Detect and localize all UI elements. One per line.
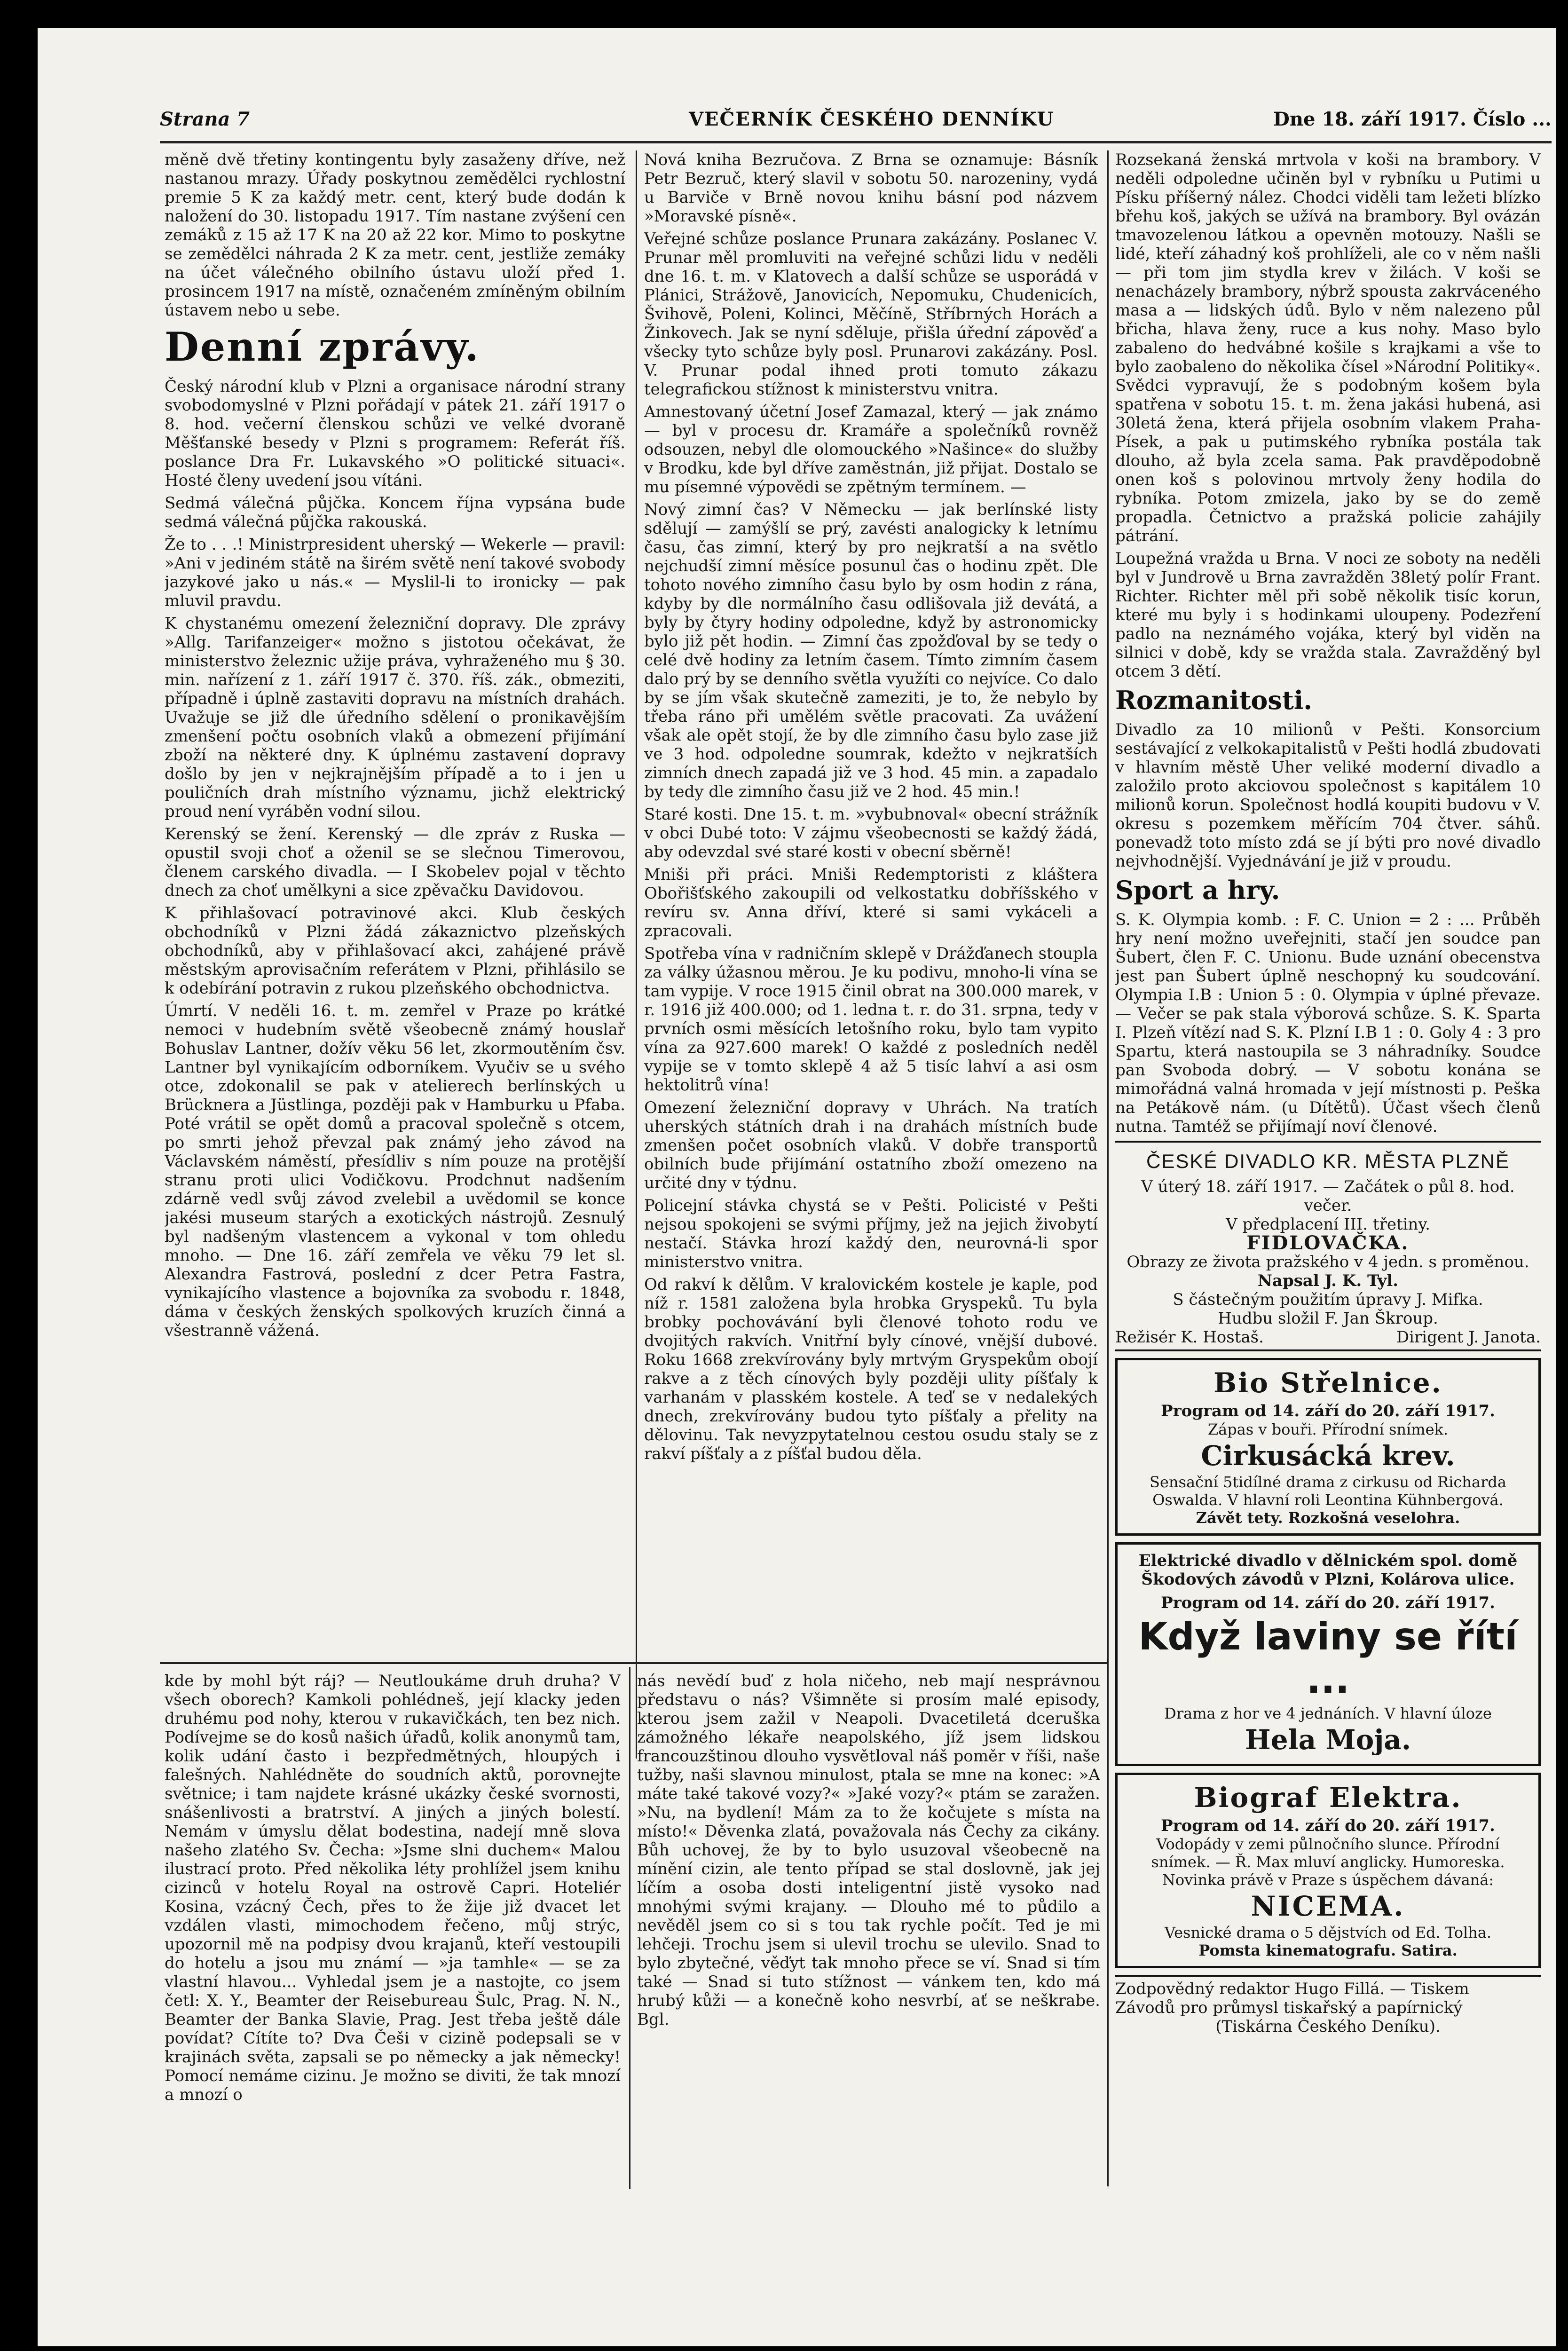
ad-feature-title: Cirkusácká krev. (1201, 1440, 1455, 1472)
sport-text: S. K. Olympia komb. : F. C. Union = 2 : ... Průběh hry není možno uveřejniti, stačí jen soudce pan Šubert, člen F. C. Unionu. Bude uznání obecenstva jest pan Šubert úplně neschopný ku soudcování. Olympia I.B : Union 5 : 0. Olympia v úplné převaze. — Večer se pak stala výborová schůze. S. K. Sparta I. Plzeň vítězí nad S. K. Plzní I.B 1 : 0. Goly 4 : 3 pro Spartu, která nastoupila se 3 náhradníky. Soudce pan Svoboda dobrý. — V sobotu konána se mimořádná valná hromada v její místnosti p. Peška na Petákově nám. (u Dítětů). Účast všech členů nutna. Tamtéž se přijímají noví členové. (1115, 910, 1541, 1136)
news-item: Loupežná vražda u Brna. V noci ze soboty na neděli byl v Jundrově u Brna zavražděn 38letý polír Frant. Richter. Richter měl při sobě několik tisíc korun, které mu byly i s hodinkami uloupeny. Podezření padlo na neznámého vojáka, který byl viděn na silnici v době, kdy se vražda stala. Zavražděný byl otcem 3 dětí. (1115, 549, 1541, 681)
theater-credits (1115, 1328, 1541, 1347)
news-item: Veřejné schůze poslance Prunara zakázány. Poslanec V. Prunar měl promluviti na veřejné schůzi lidu v neděli dne 16. t. m. v Klatovech a další schůze se usporádá v Plánici, Strážově, Janovicích, Nepomuku, Chudenicích, Švihově, Poleni, Kolinci, Měčíně, Stříbrných Horách a Žinkovech. Jak se nyní sděluje, přišla úřední zápověď a všecky tyto schůze byly posl. Prunarovi zakázány. Posl. V. Prunar podal ihned proti tomuto zákazu telegrafickou stížnost k ministerstvu vnitra. (644, 229, 1098, 399)
theater-line: V úterý 18. září 1917. — Začátek o půl 8. hod. večer. (1141, 1177, 1515, 1215)
column-rule-2 (1107, 150, 1109, 2186)
ad-header: Elektrické divadlo v dělnickém spol. domě Škodových závodů v Plzni, Kolárova ulice. (1138, 1551, 1518, 1589)
ad-line: Vodopády v zemi půlnočního slunce. Přírodní snímek. — Ř. Max mluví anglicky. Humoreska. Novinka právě v Praze s úspěchem dávaná: (1151, 1835, 1505, 1889)
imprint-line: (Tiskárna Českého Deníku). (1215, 2017, 1441, 2036)
ad-title: Bio Střelnice. (1213, 1367, 1442, 1399)
theater-line: Napsal J. K. Tyl. (1257, 1271, 1399, 1290)
intro-paragraph: měně dvě třetiny kontingentu byly zasaženy dříve, než nastanou mrazy. Úřady poskytnou zemědělci rychlostní premie 5 K za každý metr. cent, který bude dodán k naložení do 30. listopadu 1917. Tím nastane zvýšení cen zemáků z 15 až 17 K na 20 až 22 kor. Mimo to poskytne se zemědělci náhrada 2 K za metr. cent, jestliže zemáky na účet válečného obilního ústavu uloží před 1. prosincem 1917 na místě, označeném zmíněným obilním ústavem nebo u sebe. (165, 150, 625, 320)
ad-line: Sensační 5tidílné drama z cirkusu od Richarda Oswalda. V hlavní roli Leontina Kühnbergová. (1150, 1473, 1506, 1509)
ad-feature-title: Když laviny se řítí ... (1138, 1615, 1518, 1702)
play-title: FIDLOVAČKA. (1246, 1232, 1410, 1254)
imprint-line: Zodpovědný redaktor Hugo Fillá. — Tiskem (1115, 1980, 1469, 1998)
news-item: Nová kniha Bezručova. Z Brna se oznamuje: Básník Petr Bezruč, který slavil v sobotu 50. narozeniny, vydá u Barviče v Brně novou knihu básní pod názvem »Moravské písně«. (644, 150, 1098, 226)
imprint-line: Závodů pro průmysl tiskařský a papírnický (1115, 1998, 1463, 2017)
imprint (1115, 1975, 1541, 2036)
news-item: Úmrtí. V neděli 16. t. m. zemřel v Praze po krátké nemoci v hudebním světě všeobecně známý houslař Bohuslav Lantner, dožív věku 56 let, zkormoutěním čsv. Lantner byl vynikajícím odborníkem. Vyučiv se u svého otce, zdokonalil se pak v atelierech berlínských u Brücknera a Jüstlinga, později pak v Hamburku u Pfaba. Poté vrátil se opět domů a pracoval společně s otcem, po smrti jehož převzal pak známý jeho závod na Václavském náměstí, přesídliv s ním pouze na protější stranu proti ulici Vodičkovu. Prodchnut nadšením zdárně vedl svůj závod zvelebil a uvědomil se konce jakési museum starých a exotických nástrojů. Zesnulý byl nadšeným vlastencem a vykonal v tom ohledu mnoho. — Dne 16. září zemřela ve věku 79 let sl. Alexandra Fastrová, poslední z dcer Petra Fastra, vynikajícího vlastence a bojovníka za svobodu r. 1848, dáma v českých ženských spolkových kruzích činná a všestranně vážená. (165, 1002, 625, 1340)
column-rule-1 (636, 150, 637, 1759)
ad-biograf-elektra (1115, 1773, 1541, 1968)
ad-line: Pomsta kinematografu. Satira. (1198, 1941, 1458, 1959)
news-item: K chystanému omezení železniční dopravy. Dle zprávy »Allg. Tarifanzeiger« možno s jistotou očekávat, že ministerstvo železnic užije práva, vyhraženého mu § 30. min. nařízení z 1. září 1917 č. 370. říš. zák., obmeziti, případně i úplně zastaviti dopravu na místních drahách. Uvažuje se již dle úředního sdělení o pronikavějším zmenšení počtu osobních vlaků a obmezení přijímání zboží na některé dny. K úplnému zastavení dopravy došlo by jen v nejkrajnějším případě a to i jen u pouličních drah místního významu, jichž elektrický proud není vyráběn vodní silou. (165, 614, 625, 821)
theater-line: Obrazy ze života pražského v 4 jedn. s proměnou. (1127, 1253, 1529, 1271)
masthead (160, 108, 1552, 136)
theater-header: ČESKÉ DIVADLO KR. MĚSTA PLZNĚ (1146, 1150, 1510, 1172)
ad-program: Program od 14. září do 20. září 1917. (1161, 1816, 1495, 1835)
rozmanitosti-text: Divadlo za 10 milionů v Pešti. Konsorcium sestávající z velkokapitalistů v Pešti hodlá zbudovati v hlavním městě Uher veliké moderní divadlo a založilo proto akciovou společnost s kapitálem 10 milionů korun. Společnost hodlá koupiti budovu v V. okresu s pozemkem měřícím 704 čtver. sáhů. ponevadž toto místo zdá se jí býti pro nové divadlo nejvhodnější. Vyjednávání je již v proudu. (1115, 720, 1541, 871)
news-item: Český národní klub v Plzni a organisace národní strany svobodomyslné v Plzni pořádají v pátek 21. září 1917 o 8. hod. večerní členskou schůzi ve velké dvoraně Měšťanské besedy v Plzni s programem: Referát říš. poslance Dra Fr. Lukavského »O politické situaci«. Hosté členy uvedení jsou vítáni. (165, 377, 625, 490)
theater-line: V předplacení III. třetiny. (1226, 1215, 1430, 1234)
ad-line: Vesnické drama o 5 dějstvích od Ed. Tolha. (1164, 1924, 1492, 1941)
column-1 (165, 150, 625, 1655)
news-item: Sedmá válečná půjčka. Koncem října vypsána bude sedmá válečná půjčka rakouská. (165, 494, 625, 531)
ad-program: Program od 14. září do 20. září 1917. (1161, 1594, 1495, 1612)
ad-line: Zápas v bouři. Přírodní snímek. (1207, 1420, 1449, 1438)
news-item: Nový zimní čas? V Německu — jak berlínské listy sdělují — zamýšlí se prý, zavésti analogicky k letnímu času, čas zimní, který by pro nejkratší a na světlo nejchudší zimní měsíce posunul čas o hodinu zpět. Dle tohoto nového zimního času bylo by osm hodin z rána, kdyby by dle normálního času odlišovala již devátá, a byly by čtyry hodiny odpoledne, když by astronomicky bylo již pět hodin. — Zimní čas zpožďoval by se tedy o celé dvě hodiny za letním časem. Tímto zimním časem dalo prý by se denního světla využíti co nejvíce. Co dalo by se jím však skutečně zameziti, je to, že nebylo by třeba ráno při umělém světle pracovati. Za uvážení však ale opět stojí, že by dle zimního času bylo zase již ve 3 hod. odpoledne soumrak, kdežto v nejkratších zimních dnech zapadá již ve 3 hod. 45 min. a zapadalo by tedy dle zimního času již ve 2 hod. 45 min.! (644, 500, 1098, 801)
date-label (1273, 108, 1552, 130)
ad-star: Hela Moja. (1245, 1724, 1411, 1756)
column-rule-bottom (629, 1667, 630, 2189)
news-item: Policejní stávka chystá se v Pešti. Policisté v Pešti nejsou spokojeni se svými příjmy, jež na jejich živobytí nestačí. Stávka hrozí každý den, neurovná-li spor ministerstvo vnitra. (644, 1196, 1098, 1271)
theater-notice (1115, 1141, 1541, 1351)
ad-line: Závět tety. Rozkošná veselohra. (1196, 1509, 1460, 1527)
news-item: Staré kosti. Dne 15. t. m. »vybubnoval« obecní strážník v obci Dubé toto: V zájmu všeobecnosti se každý žádá, aby odevzdal své staré kosti v obecní sběrně! (644, 805, 1098, 861)
bottom-column-2 (637, 1672, 1100, 2189)
section-title-rozmanitosti: Rozmanitosti. (1115, 685, 1313, 715)
bottom-column-1 (165, 1672, 621, 2189)
news-item: Od rakví k dělům. V kralovickém kostele je kaple, pod níž r. 1581 založena byla hrobka Gryspeků. Tu byla brobky pochovávání byli členové tohoto rodu ve dvojitých rakvích. Vnitřní byly cínové, vnější dubové. Roku 1668 zrekvírovány byly mrtvým Gryspekům obojí rakve a z těch cínových byly později ulity píšťaly k varhanám v plasském kostele. A teď se v nedalekých dnech, zrekvírovány budou tyto píšťaly a přelity na dělovinu. Tak nevyzpytatelnou cestou osudu staly se z rakví píšťaly a z píšťal budou děla. (644, 1275, 1098, 1463)
theater-line: Hudbu složil F. Jan Škroup. (1218, 1309, 1438, 1328)
paper-name: VEČERNÍK ČESKÉHO DENNÍKU (689, 108, 1055, 130)
bottom-section-rule (160, 1662, 1107, 1664)
news-item: Omezení železniční dopravy v Uhrách. Na tratích uherských státních drah i na drahách místních bude zmenšen počet osobních vlaků. V dobře transportů obilních bude přijímání ostatního zboží omezeno na určité dny v týdnu. (644, 1098, 1098, 1192)
news-item: Spotřeba vína v radničním sklepě v Drážďanech stoupla za války úžasnou měrou. Je ku podivu, mnoho-li vína se tam vypije. V roce 1915 činil obrat na 300.000 marek, v r. 1916 již 400.000; od 1. ledna t. r. do 31. srpna, tedy v prvních osmi měsících letošního roku, bylo tam vypito vína za 927.600 marek! O každé z posledních neděl vypije se v tomto sklepě 4 až 5 tisíc lahví a asi osm hektolitrů vína! (644, 944, 1098, 1095)
ad-program: Program od 14. září do 20. září 1917. (1161, 1402, 1495, 1420)
director: Režisér K. Hostaš. (1115, 1328, 1264, 1347)
news-item: Amnestovaný účetní Josef Zamazal, který — jak známo — byl v procesu dr. Kramáře a společníků rovněž odsouzen, nebyl dle olomouckého »Našince« do služby v Brodku, kde byl dříve zaměstnán, již přijat. Dostalo se mu písemné výpovědi se zpětným termínem. — (644, 402, 1098, 497)
news-item: K přihlašovací potravinové akci. Klub českých obchodníků v Plzni žádá zákaznictvo plzeňských obchodníků, aby v přihlašovací akci, zahájené právě městským aprovisačním referátem v Plzni, přihlásilo se k odebírání potravin z rukou plzeňského obchodnictva. (165, 904, 625, 998)
page-label: Strana 7 (160, 108, 250, 130)
ad-bio-strelnice (1115, 1358, 1541, 1536)
date-text: Dne 18. září 1917. (1273, 108, 1466, 130)
theater-line: S částečným použitím úpravy J. Mifka. (1173, 1290, 1483, 1309)
masthead-rule (160, 141, 1552, 143)
section-title-sport: Sport a hry. (1115, 875, 1280, 905)
issue-label: Číslo ... (1473, 108, 1552, 130)
news-item: Rozsekaná ženská mrtvola v koši na brambory. V neděli odpoledne učiněn byl v rybníku u Putimi u Písku příšerný nález. Chodci viděli tam ležeti blízko břehu koš, jakých se užívá na brambory. Byl ovázán tmavozelenou látkou a opevněn motouzy. Našli se lidé, kteří záhadný koš prohlíželi, ale co v něm našli — při tom jim stydla krev v žilách. V koši se nenacházely brambory, nýbrž spousta zakrváceného masa a — lidských údů. Bylo v něm nalezeno půl břicha, hlava ženy, ruce a kus nohy. Maso bylo zabaleno do hedvábné košile s krajkami a vše to bylo zaobaleno do několika čísel »Národní Politiky«. Svědci vypravují, že s podobným košem byla spatřena v sobotu 15. t. m. žena jakási hubená, asi 30letá žena, která přijela osobním vlakem Praha-Písek, a pak u putimského rybníka postála tak dlouho, až byla zcela sama. Pak pravděpodobně onen koš s polovinou mrtvoly ženy hodila do rybníka. Potom zmizela, jako by se do země propadla. Četnictvo a pražská policie zahájily pátrání. (1115, 150, 1541, 545)
conductor: Dirigent J. Janota. (1396, 1328, 1541, 1347)
ad-feature-title: NICEMA. (1251, 1890, 1405, 1922)
column-2 (644, 150, 1098, 1655)
feuilleton-text: kde by mohl být ráj? — Neutloukáme druh druha? V všech oborech? Kamkoli pohlédneš, její klacky jeden druhému pod nohy, kterou v rukavičkách, ten bez nich. Podívejme se do kosů našich úřadů, kolik anonymů tam, kolik udání často i bezpředmětných, hloupých i falešných. Nahlédněte do soudních aktů, porovnejte světnice; i tam najdete krásné ukázky české svornosti, snášenlivosti a bratrství. A jiných a jiných bolestí. Nemám v úmyslu dělat bodestina, nadejí mně slova našeho zlatého Sv. Čecha: »Jsme slni duchem« Malou ilustrací proto. Před několika léty prohlížel jsem knihu cizinců v hotelu Royal na ostrově Capri. Hoteliér Kosina, vzácný Čech, přes to že žije již dvacet let vzdálen vlasti, mimochodem řečeno, můj strýc, upozornil mě na podpisy dvou krajanů, kteří vestoupili do hotelu a jsou mu známí — »ja tamhle« — se za vlastní hlavou... Vyhledal jsem je a nastojte, co jsem četl: X. Y., Beamter der Reisebureau Šulc, Prag. N. N., Beamter der Banka Slavie, Prag. Jest třeba ještě dále povídat? Cítíte to? Dva Češi v cizině podepsali se v krajinách světa, zapsali se po německy a jak německy! Pomocí nemáme cizinu. Je možno se diviti, že tak mnozí a mnozí o (165, 1672, 621, 2104)
ad-line: Drama z hor ve 4 jednáních. V hlavní úloze (1164, 1704, 1492, 1722)
section-title-denni-zpravy: Denní zprávy. (165, 323, 480, 370)
ad-elektricke-divadlo (1115, 1542, 1541, 1766)
news-item: Že to . . .! Ministrpresident uherský — Wekerle — pravil: »Ani v jediném státě na širém světě není takové svobody jazykové jako u nás.« — Myslil-li to ironicky — pak mluvil pravdu. (165, 535, 625, 610)
feuilleton-text: nás nevědí buď z hola ničeho, neb mají nesprávnou představu o nás? Všimněte si prosím malé episody, kterou jsem zažil v Neapoli. Dvacetiletá dceruška zámožného lékaře neapolského, jíž jsem lidskou francouzštinou dlouho vysvětloval náš poměr v říši, naše tužby, naši slavnou minulost, ptala se mne na konec: »A máte také takové vozy?« »Jaké vozy?« ptám se zaražen. »Nu, na bydlení! Mám za to že kočujete s místa na místo!« Děvenka zlatá, považovala nás Čechy za cikány. Bůh uchovej, že by to bylo usuzoval všeobecně na mínění cizin, ale tento případ se stal doslovně, jak jej líčím a osoba dosti inteligentní jistě vysoko nad mnohými svými krajany. — Dlouho mé to půdilo a nevěděl jsem co si s tou tak rychle počít. Ted je mi lehčeji. Trochu jsem si ulevil trochu se ulevilo. Snad to bylo zbytečné, věďyt tak mnoho přece se ví. Snad si tím také — Snad si tuto stížnost — vánkem ten, kdo má hrubý kůži — a konečně koho nesvrbí, ať se neškrabe. Bgl. (637, 1672, 1100, 2029)
news-item: Kerenský se žení. Kerenský — dle zpráv z Ruska — opustil svoji choť a oženil se se slečnou Timerovou, členem carského divadla. — I Skobelev pojal v těchto dnech za choť umělkyni a sice zpěvačku Davidovou. (165, 825, 625, 900)
column-3 (1115, 150, 1541, 2196)
ad-title: Biograf Elektra. (1194, 1782, 1462, 1814)
news-item: Mniši při práci. Mniši Redemptoristi z kláštera Obořišťského zakoupili od velkostatku dobříšského v revíru sv. Anna dříví, které si sami vykáceli a zpracovali. (644, 865, 1098, 940)
